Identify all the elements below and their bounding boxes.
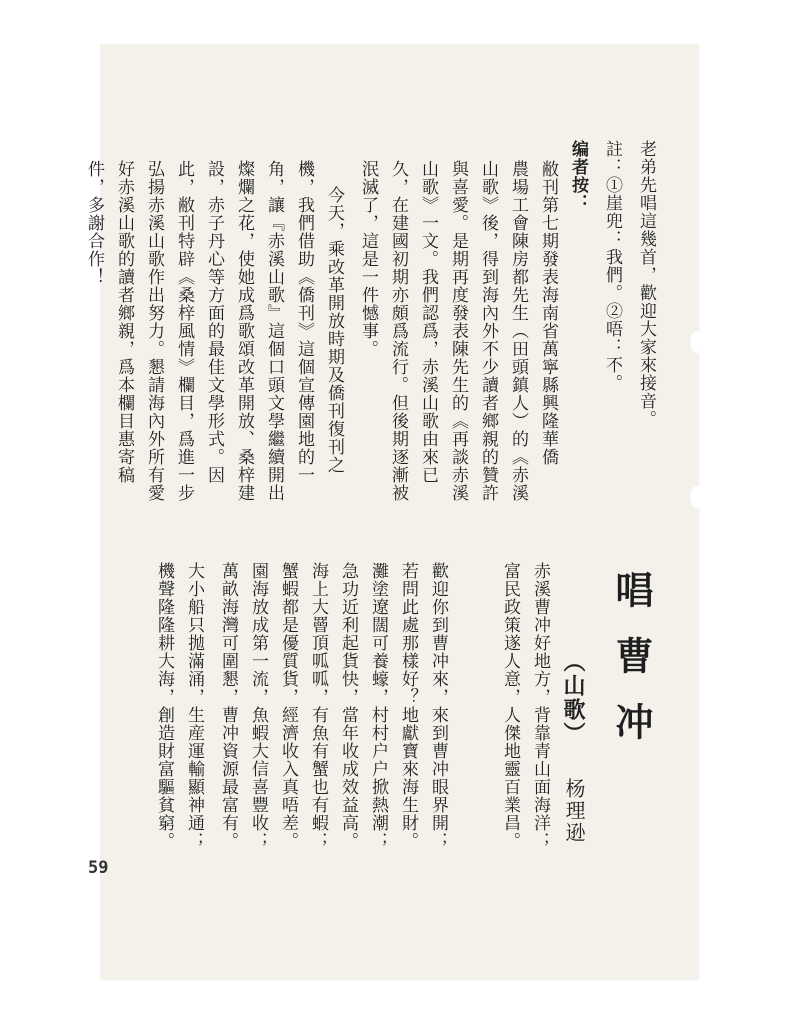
greeting-line: 老弟先唱這幾首，歡迎大家來接音。 <box>636 140 656 428</box>
editor-note-line: 久，在建國初期亦頗爲流行。但後期逐漸被 <box>388 160 408 502</box>
poem-line: 富民政策遂人意，人傑地靈百業昌。 <box>500 562 520 850</box>
editor-note-line: 弘揚赤溪山歌作出努力。懇請海內外所有愛 <box>144 160 164 502</box>
poem-line: 機聲隆隆耕大海，創造財富驅貧窮。 <box>154 562 174 850</box>
page-number: 59 <box>88 858 109 878</box>
poem-line: 蟹蝦都是優質貨，經濟收入真唔差。 <box>278 562 298 850</box>
editor-note-line: 燦爛之花，使她成爲歌頌改革開放、桑梓建 <box>234 160 254 502</box>
poem-line: 萬畝海灣可圍懇，曹冲資源最富有。 <box>218 562 238 850</box>
editor-note-line: 泯滅了，這是一件憾事。 <box>358 160 378 358</box>
poem-author: 杨理逊 <box>562 778 586 844</box>
poem-line: 急功近利起貨快，當年收成效益高。 <box>338 562 358 850</box>
editor-note-line: 件，多謝合作！ <box>84 160 104 286</box>
editor-note-line: 此，敝刊特辟《桑梓風情》欄目，爲進一步 <box>174 160 194 502</box>
editor-note-line: 今天，乘改革開放時期及僑刊復刊之 <box>324 186 344 474</box>
editor-note-label: 编者按： <box>568 140 588 212</box>
poem-line: 大小船只拋滿涌，生産運輸顯神通； <box>184 562 204 850</box>
poem-line: 園海放成第一流，魚蝦大信喜豐收； <box>248 562 268 850</box>
binding-hole <box>690 331 704 353</box>
editor-note-line: 設，赤子丹心等方面的最佳文學形式。因 <box>204 160 224 484</box>
poem-line: 若問此處那樣好？地獻寶來海生財。 <box>398 562 418 850</box>
poem-line: 海上大罾頂呱呱，有魚有蟹也有蝦； <box>308 562 328 850</box>
editor-note-line: 與喜愛。是期再度發表陳先生的《再談赤溪 <box>448 160 468 502</box>
footnote-line: 註：①崖兜：我們。②唔：不。 <box>602 140 622 392</box>
editor-note-line: 好赤溪山歌的讀者鄉親，爲本欄目惠寄稿 <box>114 160 134 484</box>
editor-note-line: 山歌》一文。我們認爲，赤溪山歌由來已 <box>418 160 438 484</box>
editor-note-line: 農場工會陳房都先生（田頭鎮人）的《赤溪 <box>508 160 528 502</box>
binding-hole <box>690 486 704 508</box>
poem-title: 唱曹冲 <box>609 570 654 768</box>
poem-line: 灘塗遼闊可養蠔，村村户户掀熱潮； <box>368 562 388 850</box>
poem-line: 赤溪曹冲好地方，背靠青山面海洋； <box>530 562 550 850</box>
poem-line: 歡迎你到曹冲來，來到曹冲眼界開； <box>428 562 448 850</box>
editor-note-line: 機，我們借助《僑刊》這個宣傳園地的一 <box>294 160 314 484</box>
poem-subtitle: （山歌） <box>560 650 586 746</box>
editor-note-line: 角，讓『赤溪山歌』這個口頭文學繼續開出 <box>264 160 284 502</box>
editor-note-line: 山歌》後，得到海內外不少讀者鄉親的贊許 <box>478 160 498 502</box>
editor-note-line: 敝刊第七期發表海南省萬寧縣興隆華僑 <box>538 160 558 466</box>
